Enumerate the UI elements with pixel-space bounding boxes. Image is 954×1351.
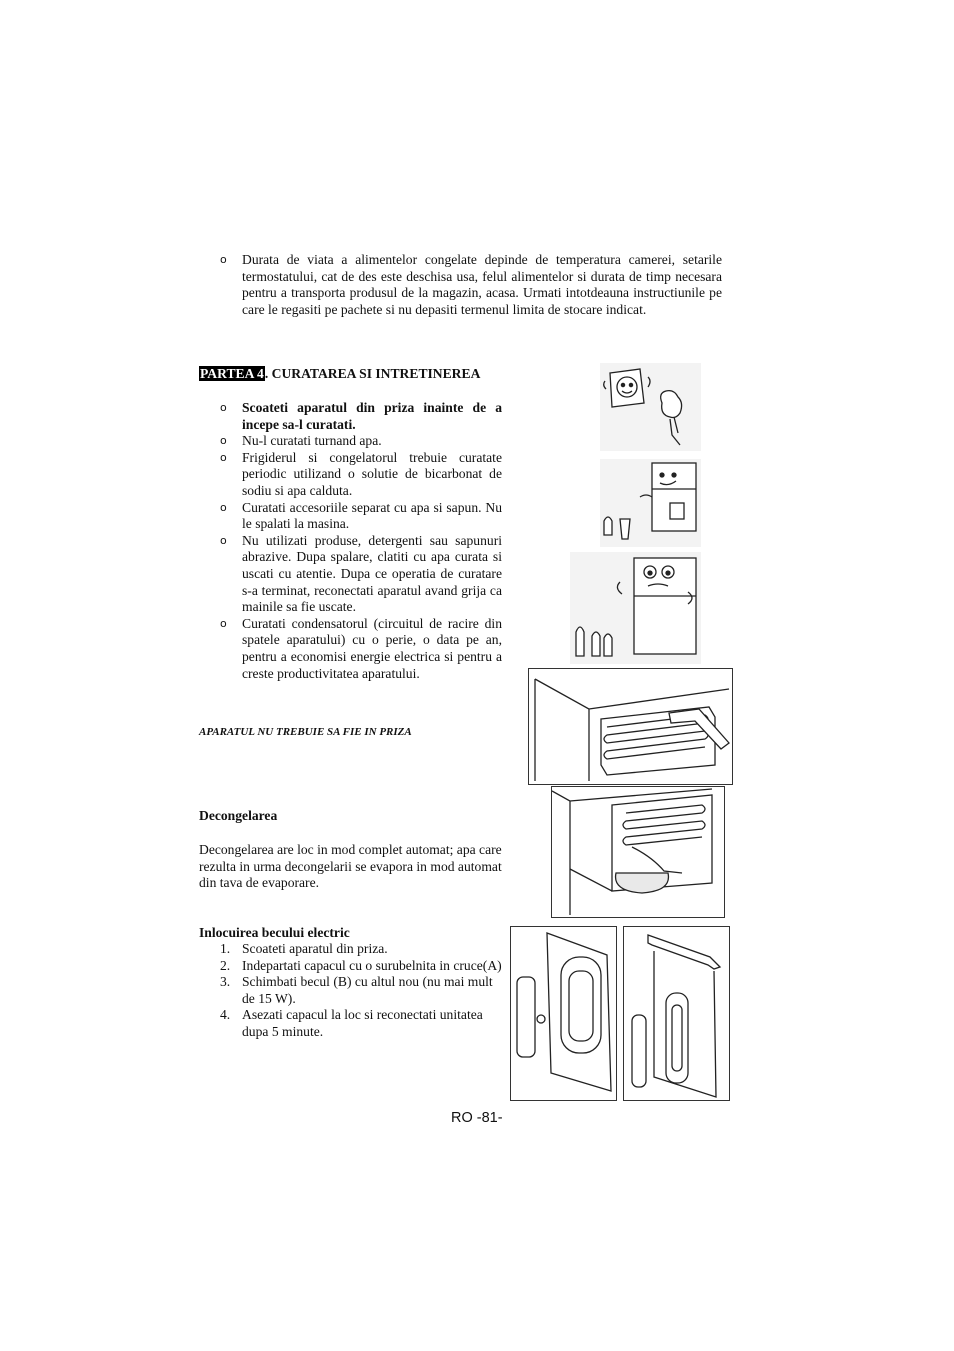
evaporation-tray-illustration [551,786,725,918]
step-number: 4. [220,1007,231,1023]
bullet-marker: o [220,450,227,464]
list-item [220,958,502,975]
section-title: . CURATAREA SI INTRETINEREA [264,366,481,381]
condenser-illustration [528,668,733,785]
list-item [220,974,502,1007]
intro-paragraph [220,252,722,318]
list-item [220,533,502,616]
list-item-text: Scoateti aparatul din priza inainte de a incepe sa-l curatati. [242,400,502,432]
section-label: PARTEA 4 [200,366,264,381]
list-item [220,450,502,500]
drying-fridge-illustration [570,552,701,664]
list-item [220,500,502,533]
list-item-text: Frigiderul si congelatorul trebuie curatate periodic utilizand o solutie de bicarbonat de sodiu si apa calduta. [242,449,502,498]
step-text: Scoateti aparatul din priza. [242,941,388,956]
unplug-warning: APARATUL NU TREBUIE SA FIE IN PRIZA [199,726,412,738]
step-text: Indepartati capacul cu o surubelnita in cruce(A) [242,957,502,973]
page-number: RO -81- [451,1110,503,1126]
list-item-text: Curatati accesoriile separat cu apa si sapun. Nu le spalati la masina. [242,499,502,532]
list-item [220,433,502,450]
bullet-marker: o [220,434,227,448]
bullet-marker: o [220,616,227,630]
step-number: 1. [220,941,231,956]
lamp-cover-removal-illustration [510,926,617,1101]
bullet-marker: o [220,253,227,266]
list-item-text: Nu-l curatati turnand apa. [242,433,382,449]
lamp-housing-illustration [623,926,730,1101]
step-number: 3. [220,974,231,990]
cleaning-list [220,400,502,682]
bullet-marker: o [220,500,227,514]
step-number: 2. [220,957,231,973]
intro-text: Durata de viata a alimentelor congelate depinde de temperatura camerei, setarile termostatului, cat de des este deschisa usa, felul alimentelor si durata de timp necesara pentru a transporta produsul de la magazin, acasa. Urmati intotdeauna instructiunile pe care le regasiti pe pachete si nu depasiti termenul limita de stocare indicat. [242,252,722,317]
list-item [220,1007,502,1040]
defrost-title: Decongelarea [199,808,278,823]
bulb-title: Inlocuirea becului electric [199,925,350,940]
bullet-marker: o [220,401,227,414]
defrost-text: Decongelarea are loc in mod complet automat; apa care rezulta in urma decongelarii se evapora in mod automat din tava de evaporare. [199,842,502,891]
list-item-text: Curatati condensatorul (circuitul de racire din spatele aparatului) cu o perie, o data pe an, pentru a economisi energie electrica si pentru a creste productivitatea aparatului. [242,615,502,681]
list-item [220,400,502,433]
cleaning-fridge-illustration [600,459,701,547]
step-text: Asezati capacul la loc si reconectati unitatea dupa 5 minute. [242,1007,483,1039]
unplug-illustration [600,363,701,451]
list-item [220,616,502,682]
list-item [220,941,502,958]
list-item-text: Nu utilizati produse, detergenti sau sapunuri abrazive. Dupa spalare, clatiti cu apa curata si uscati cu atentie. Dupa ce operatia de curatare s-a terminat, reconectati aparatul avand grija ca mainile sa fie uscate. [242,532,502,615]
bulb-steps [220,941,502,1041]
step-text: Schimbati becul (B) cu altul nou (nu mai mult de 15 W). [242,974,493,1006]
section-heading [199,366,519,383]
bullet-marker: o [220,533,227,547]
